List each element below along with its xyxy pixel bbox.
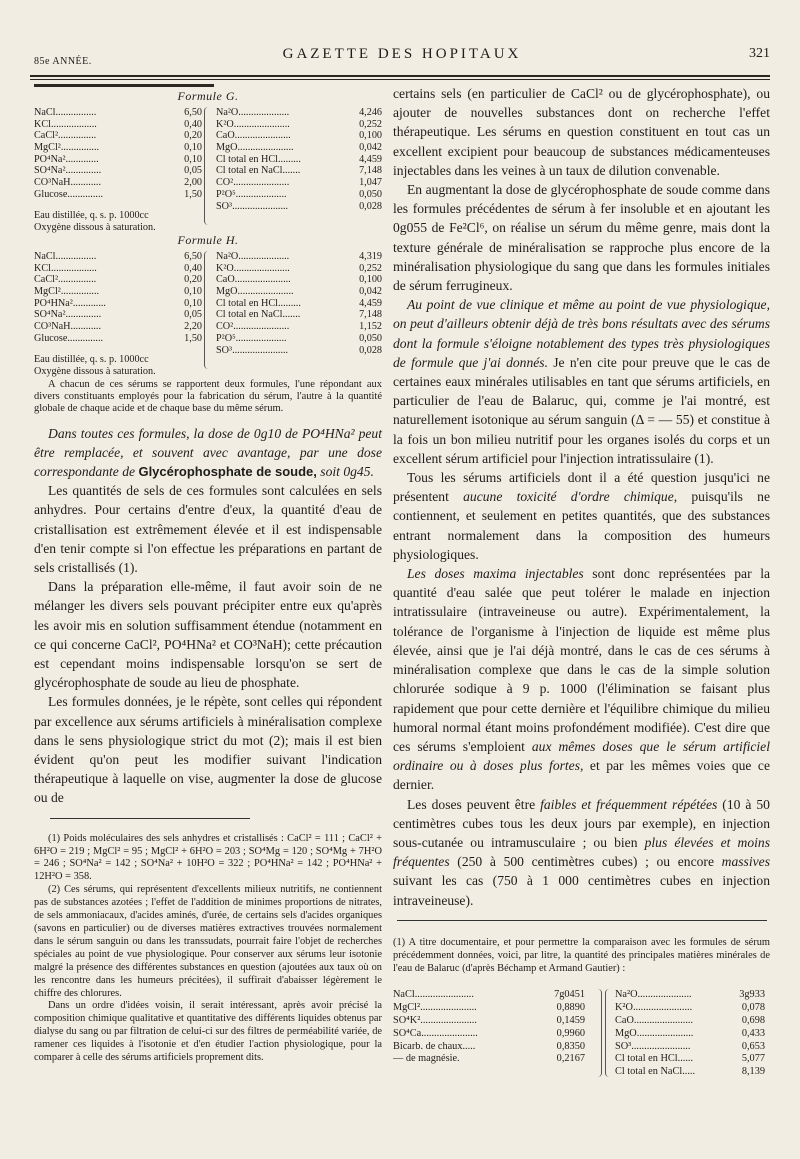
table-row [216,177,382,189]
publication-title: GAZETTE DES HOPITAUX [282,46,522,62]
row-label: Cl total en NaCl....... [216,309,301,321]
row-value: 4,246 [359,107,382,118]
row-label: NaCl................ [34,107,97,118]
table-row [34,165,202,177]
balaruc-composition [615,989,765,1079]
paragraph-max-doses [393,564,770,794]
table-row [216,274,382,286]
paragraph-italic: Au point de vue clinique et même au point de vue physiologique, on peut d'ailleurs obtenir déjà de très bons résultats avec des sérums dont la formule s'éloigne notablement des types très physiologiques de formule que j'ai donnés. [393,297,770,370]
row-label: P²O⁵.................... [216,332,287,344]
decorative-rule [34,84,214,87]
footnote-2-continued: Dans un ordre d'idées voisin, il serait intéressant, après avoir précisé la composition chimique qualitative et quantitative des différents liquides obtenus par dialyse du sang ou par filtration de celui-ci sur des filtres de perméabilité variée, de ramener ces liquides à l'isotonie et d'en étudier l'action physiologique, pour la comparer à celle des sérums artificiels proprement dits. [34,1000,382,1064]
paragraph-text: soit 0g45. [316,464,374,480]
formula-h [34,251,382,377]
row-label: CaCl²............... [34,274,97,286]
row-label: MgCl²...................... [393,1002,477,1014]
row-value: 0,40 [184,118,202,130]
row-label: Na²O.................... [216,107,290,118]
row-label: CaCl²............... [34,130,97,142]
table-row [216,119,382,131]
row-value: 0,40 [184,262,202,274]
table-row [34,119,202,131]
row-label: Cl total en HCl......... [216,153,301,165]
row-label: CO²...................... [216,321,290,333]
table-row [34,189,202,201]
row-label: NaCl................ [34,251,97,262]
row-label: SO⁴Ca...................... [393,1027,478,1039]
row-label: K²O...................... [216,262,290,274]
footnote-2: (2) Ces sérums, qui représentent d'excellents milieux nutritifs, ne contiennent pas de substances azotées ; l'effet de l'addition de minimes proportions de nitrates, de sels ammoniacaux, d'acides aminés, d'urée, de certains sels d'acides organiques (savons en particulier) ou de diverses matières extractives trouvées normalement dans le sérum sanguin ou dans les transsudats, pourrait faire l'objet de recherches spéciales au point de vue physiologique. Pour conserver aux sérums leur isotonie malgré la présence des différentes substances en question (ajoutées aux taux où on les rencontre dans les humeurs précitées), il suffirait d'abaisser légèrement le chiffre des chlorures. [34,884,382,999]
paragraph-text: (10 à 50 centimètres cubes tous les deux jours par exemple), en injection sous-cutanée ou intramusculaire ; ou bien [393,796,770,850]
formulas-note: A chacun de ces sérums se rapportent deux formules, l'une répondant aux divers constituants employés pour la fabrication du sérum, l'autre à la quantité globale de chaque acide et de chaque base du même sérum. [34,379,382,415]
table-row [216,107,382,119]
paragraph-italic: plus élevées et moins fréquentes [393,834,770,870]
paragraph-doses [393,795,770,910]
row-value: 0,20 [184,274,202,286]
table-row [615,989,765,1002]
row-value: 0,078 [741,1002,765,1014]
paragraph-formulas: Les formules données, je le répète, sont celles qui répondent par excellence aux sérums artificiels à minéralisation complexe dans le sens physiologique strict du mot (2); mais il est bien évident qu'on peut les modifier suivant l'indication thérapeutique à laquelle on vise, augmenter la dose de glucose ou de [34,694,382,806]
row-value: 0,10 [184,153,202,165]
row-label: CaO...................... [216,274,291,286]
row-value: 1,50 [184,188,202,200]
table-row [34,177,202,189]
formula-g-title: Formule G. [177,89,239,103]
paragraph-italic: faibles et fréquemment répétées [540,796,718,812]
formula-g-footer [34,210,234,233]
row-value: 0,8890 [556,1002,585,1014]
table-row [615,1028,765,1041]
row-value: 0,100 [359,130,382,142]
table-row [216,142,382,154]
row-label: MgO...................... [216,142,294,154]
row-value: 0,028 [359,344,382,356]
row-label: KCl.................. [34,262,97,274]
paragraph-italic: massives [721,854,770,870]
row-label: SO³....................... [615,1040,691,1052]
table-row [34,298,202,310]
brace-mark [204,107,213,225]
balaruc-table [393,989,770,1079]
table-row [34,130,202,142]
paragraph-italic: aucune toxicité d'ordre chimique, [463,489,678,505]
table-row [615,1041,765,1054]
row-label: K²O...................... [216,118,290,130]
row-value: 0,028 [359,200,382,212]
table-row [393,1015,585,1028]
row-value: 1,047 [359,177,382,189]
row-label: Na²O.................... [216,251,290,262]
footnote-balaruc: (1) A titre documentaire, et pour permettre la comparaison avec les formules de sérum précédemment données, voici, par litre, la quantité des principales matières minérales de l'eau de Balaruc (d'après Béchamp et Armand Gautier) : [393,936,770,974]
row-label: MgCl²............... [34,142,100,154]
header-rule [30,75,770,77]
row-value: 0,10 [184,142,202,154]
row-value: 6,50 [184,251,202,262]
row-label: Bicarb. de chaux..... [393,1040,476,1052]
row-value: 4,319 [359,251,382,262]
brace-mark [593,989,602,1077]
row-value: 6,50 [184,107,202,118]
row-label: P²O⁵.................... [216,188,287,200]
footnote-separator [397,920,767,921]
paragraph-text: puisqu'ils ne contiennent, et seulement en petites quantités, que des substances entrant normalement dans la composition des humeurs physiologiques. [393,489,770,562]
row-label: CO³NaH............ [34,321,102,333]
table-row [393,989,585,1002]
table-row [34,154,202,166]
table-row [216,201,382,213]
table-row [615,1015,765,1028]
row-label: SO⁴Na².............. [34,165,102,177]
row-label: K²O....................... [615,1002,693,1014]
table-row [216,251,382,263]
paragraph-text: et par les mêmes voies que ce dernier. [393,758,771,793]
table-row [216,321,382,333]
row-value: 0,10 [184,297,202,309]
table-row [393,1041,585,1054]
table-row [216,189,382,201]
table-row [34,333,202,345]
row-label: CO³NaH............ [34,177,102,189]
row-value: 2,20 [184,321,202,333]
table-row [216,154,382,166]
balaruc-salts [393,989,585,1066]
row-value: 3g933 [739,989,765,1001]
table-row [393,1053,585,1066]
paragraph-glycerophosphate [34,424,382,482]
row-value: 8,139 [741,1066,765,1078]
row-value: 0,653 [741,1040,765,1052]
row-value: 2,00 [184,177,202,189]
row-label: SO⁴Na².............. [34,309,102,321]
emphasis-text: Glycérophosphate de soude, [138,464,317,480]
formula-g [34,107,382,233]
row-label: PO⁴Na²............. [34,153,99,165]
brace-mark [204,251,213,369]
table-row [216,165,382,177]
formula-h-ingredients [34,251,202,345]
row-value: 0,042 [359,286,382,298]
row-value: 0,20 [184,130,202,142]
formula-h-water: Eau distillée, q. s. p. 1000cc [34,354,149,365]
row-value: 7,148 [359,309,382,321]
table-row [615,1066,765,1079]
paragraph-iron-serum: En augmentant la dose de glycérophosphate de soude comme dans les formules précédentes de sérum à fer insoluble et en ajoutant les 0g055 de Fe²Cl⁶, on réalise un sérum du même genre, mais dont la texture générale de minéralisation se rapproche plus encore de la minéralisation physiologique du sang que dans les formules initiales de sérum ferrugineux. [393,182,770,294]
header-rule-thin [30,79,770,80]
paragraph-clinical [393,295,770,468]
row-value: 0,042 [359,142,382,154]
row-value: 0,252 [359,118,382,130]
row-label: Glucose.............. [34,188,104,200]
row-value: 0,9960 [556,1027,585,1039]
row-value: 0,1459 [556,1015,585,1027]
row-value: 1,152 [359,321,382,333]
table-row [34,274,202,286]
row-label: MgO...................... [216,286,294,298]
table-row [216,286,382,298]
formula-h-footer [34,354,234,377]
row-value: 7,148 [359,165,382,177]
paragraph-text: Dans toutes ces formules, la dose de 0g10 de PO⁴HNa² peut être remplacée, et souvent avec avantage, par une dose correspondante de [34,425,382,480]
paragraph-text: Je n'en cite pour preuve que le cas de certaines eaux minérales utilisables en tant que sérums artificiels, en particulier de l'eau de Balaruc, qui, comme je l'ai montré, est naturellement isotonique au sérum sanguin (Δ = — 55) et constitue à la fois un bon milieu nutritif pour les organes isolés du corps et un excellent sérum artificiel pour l'injection intratissulaire (1). [393,354,770,466]
row-value: 0,8350 [556,1040,585,1052]
row-value: 5,077 [741,1053,765,1065]
paragraph-italic: aux mêmes doses que le sérum artificiel ordinaire ou à doses plus fortes, [393,738,770,774]
formula-g-ingredients [34,107,202,201]
row-label: PO⁴HNa²............. [34,297,106,309]
row-value: 0,050 [359,188,382,200]
row-label: — de magnésie. [393,1053,460,1065]
right-column [393,84,770,1079]
paragraph-text: Tous les sérums artificiels dont il a été question jusqu'ici ne présentent [393,470,770,505]
footnote-separator [50,818,250,819]
row-value: 0,050 [359,332,382,344]
row-value: 0,698 [741,1015,765,1027]
row-value: 0,05 [184,165,202,177]
formula-h-title: Formule H. [177,233,239,247]
table-row [615,1053,765,1066]
page-number: 321 [749,46,770,61]
table-row [34,309,202,321]
table-row [34,321,202,333]
row-label: MgCl²............... [34,286,100,298]
paragraph-toxicity [393,468,770,564]
formula-h-composition [216,251,382,356]
row-label: KCl.................. [34,118,97,130]
row-value: 0,252 [359,262,382,274]
table-row [216,130,382,142]
row-value: 0,05 [184,309,202,321]
row-label: Cl total en NaCl....... [216,165,301,177]
row-label: Cl total en HCl......... [216,297,301,309]
paragraph-text: sont donc représentées par la quantité d'eau salée que peut tolérer le malade en injection intratissulaire (intraveineuse ou autre). Expérimentalement, la tolérance de l'organisme à l'injection de liquide est même plus élevée, ainsi que je l'ai déjà montré, dans le cas de ces sérums à minéralisation complexe que dans le cas de la simple solution chlorurée sodique à 9 p. 1000 (l'élimination se faisant plus rapidement que pour cette dernière et l'équilibre chimique du milieu humoral normal étant moins profondément modifiée). C'est dire que ces sérums s'emploient [393,566,771,754]
row-label: Cl total en NaCl..... [615,1066,696,1078]
row-value: 0,10 [184,286,202,298]
formula-g-composition [216,107,382,212]
table-row [615,1002,765,1015]
paragraph-italic: Les doses maxima injectables [407,566,584,582]
row-label: CaO...................... [216,130,291,142]
table-row [216,309,382,321]
table-row [34,107,202,119]
row-value: 0,433 [741,1027,765,1039]
table-row [216,333,382,345]
formula-g-water: Eau distillée, q. s. p. 1000cc [34,210,149,221]
row-label: SO³...................... [216,200,289,212]
formula-h-oxygen: Oxygène dissous à saturation. [34,365,156,377]
table-row [34,142,202,154]
row-value: 0,100 [359,274,382,286]
row-value: 4,459 [359,297,382,309]
row-label: CO²...................... [216,177,290,189]
table-row [393,1028,585,1041]
row-value: 7g0451 [554,989,585,1001]
formula-g-oxygen: Oxygène dissous à saturation. [34,221,156,233]
row-label: Na²O..................... [615,989,692,1001]
row-label: SO³...................... [216,344,289,356]
row-value: 1,50 [184,332,202,344]
row-label: Cl total en HCl...... [615,1053,694,1065]
paragraph-text: Les doses peuvent être [407,796,541,812]
edition-year: 85e ANNÉE. [34,56,92,67]
table-row [34,263,202,275]
page-header [34,44,770,68]
paragraph-anhydrous: Les quantités de sels de ces formules sont calculées en sels anhydres. Pour certains d'entre d'eux, la quantité d'eau de cristallisation est extrêmement élevée et il est indispensable d'en tenir compte si l'on effectue les préparations en partant de sels cristallisés (1). [34,483,382,576]
row-value: 4,459 [359,153,382,165]
row-value: 0,2167 [556,1053,585,1065]
table-row [216,263,382,275]
row-label: SO⁴K²...................... [393,1015,477,1027]
table-row [34,251,202,263]
table-row [34,286,202,298]
row-label: CaO....................... [615,1015,694,1027]
paragraph-excipient: certains sels (en particulier de CaCl² ou de glycérophosphate), ou ajouter de nouvelles substances dont on recherche l'effet thérapeutique. Les sérums en question constituent en tout cas un excellent excipient pour beaucoup de substances médicamenteuses injectables dans les veines à un taux de dilution convenable. [393,86,770,178]
brace-mark [605,989,614,1077]
table-row [216,298,382,310]
row-label: NaCl....................... [393,989,474,1001]
row-label: MgO...................... [615,1027,694,1039]
table-row [393,1002,585,1015]
paragraph-text: (250 à 500 centimètres cubes) ; ou encore [449,854,722,870]
row-label: Glucose.............. [34,332,104,344]
left-column [34,84,382,1065]
paragraph-preparation: Dans la préparation elle-même, il faut avoir soin de ne mélanger les divers sels pouvant précipiter entre eux qu'après les avoir mis en solution suffisamment étendue (notamment en ce qui concerne CaCl², PO⁴HNa² et CO³NaH); cette précaution est cependant moins indispensable lorsqu'on se sert de glycérophosphate de soude au lieu de phosphate. [34,579,382,691]
paragraph-text: suivant les cas (750 à 1 000 centimètres cubes en injection intraveineuse). [393,873,770,908]
table-row [216,345,382,357]
footnote-1: (1) Poids moléculaires des sels anhydres et cristallisés : CaCl² = 111 ; CaCl² + 6H²O = 219 ; MgCl² = 95 ; MgCl² + 6H²O = 203 ; SO⁴Mg = 120 ; SO⁴Mg + 7H²O = 246 ; SO⁴Na² = 142 ; SO⁴Na² + 10H²O = 322 ; PO⁴HNa² = 142 ; PO⁴HNa² + 12H²O = 358. [34,832,382,883]
